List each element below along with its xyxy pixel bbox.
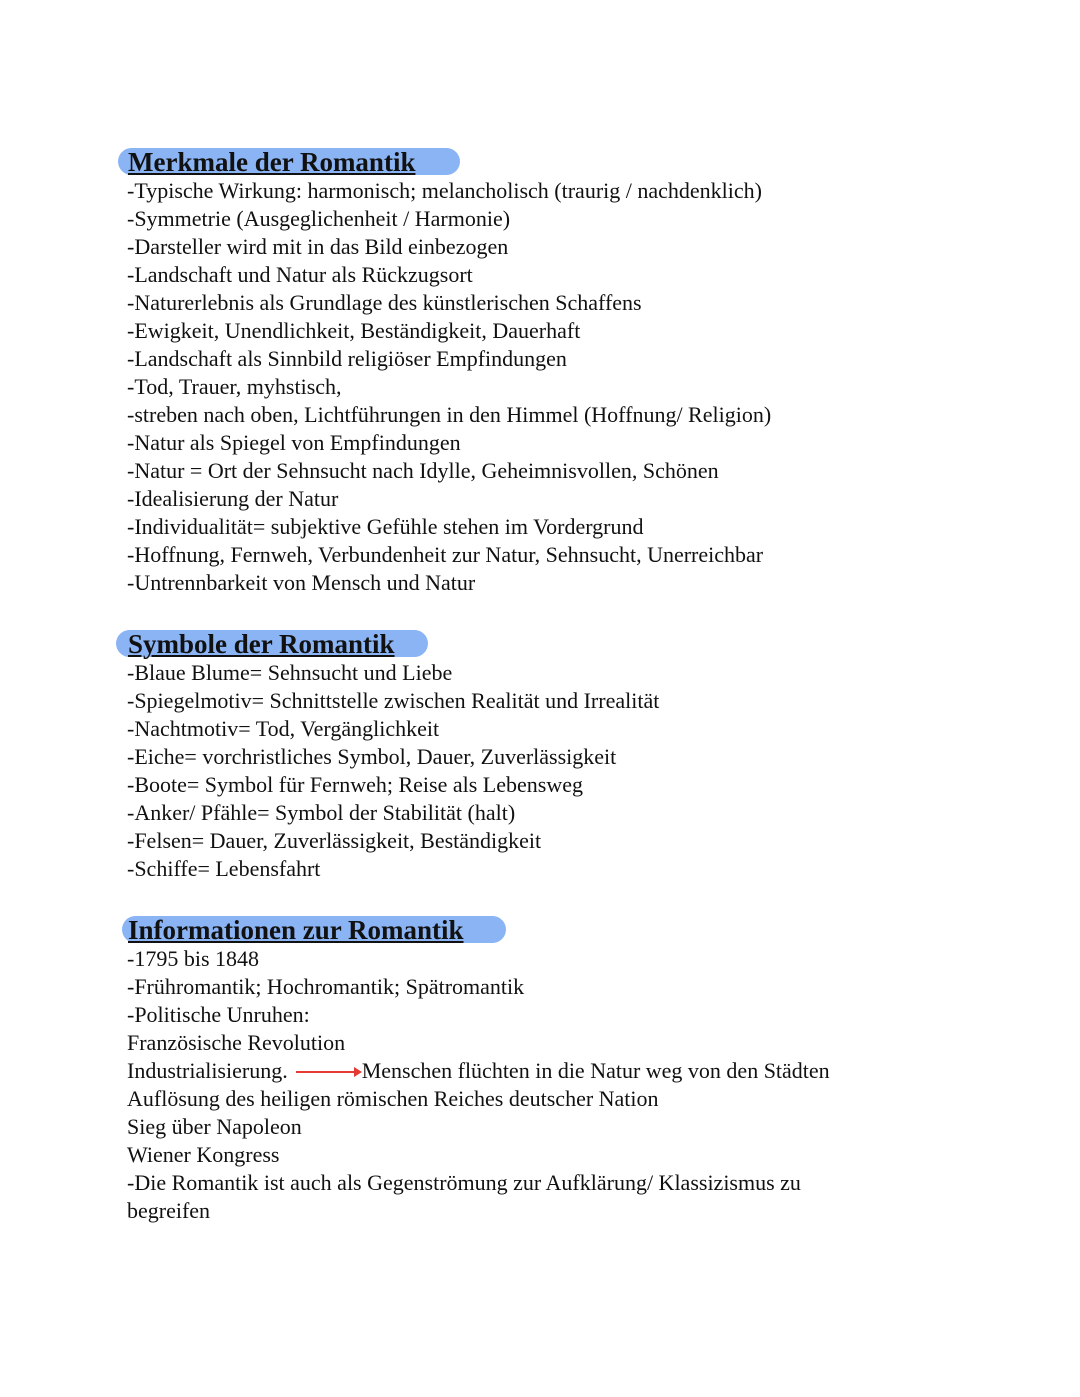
list-item: Auflösung des heiligen römischen Reiches deutscher Nation xyxy=(127,1086,659,1111)
arrow-right-icon xyxy=(296,1071,360,1073)
list-item: -Anker/ Pfähle= Symbol der Stabilität (halt) xyxy=(127,800,516,825)
list-item: -Natur als Spiegel von Empfindungen xyxy=(127,430,461,455)
list-item: -Natur = Ort der Sehnsucht nach Idylle, Geheimnisvollen, Schönen xyxy=(127,458,719,483)
list-item: -Typische Wirkung: harmonisch; melancholisch (traurig / nachdenklich) xyxy=(127,178,762,203)
list-item: -Ewigkeit, Unendlichkeit, Beständigkeit, Dauerhaft xyxy=(127,318,581,343)
arrow-item-before: Industrialisierung. xyxy=(127,1058,288,1083)
list-item: Französische Revolution xyxy=(127,1030,346,1055)
list-item: -Naturerlebnis als Grundlage des künstlerischen Schaffens xyxy=(127,290,642,315)
list-item: -1795 bis 1848 xyxy=(127,946,259,971)
list-item: -Nachtmotiv= Tod, Vergänglichkeit xyxy=(127,716,440,741)
section-heading: Merkmale der Romantik xyxy=(128,147,416,177)
list-item: -Idealisierung der Natur xyxy=(127,486,339,511)
list-item: -Boote= Symbol für Fernweh; Reise als Lebensweg xyxy=(127,772,583,797)
list-item: -Landschaft und Natur als Rückzugsort xyxy=(127,262,473,287)
list-item: -Hoffnung, Fernweh, Verbundenheit zur Natur, Sehnsucht, Unerreichbar xyxy=(127,542,764,567)
section-heading: Informationen zur Romantik xyxy=(128,915,464,945)
section-symbole xyxy=(0,629,1080,883)
list-item: -Blaue Blume= Sehnsucht und Liebe xyxy=(127,660,453,685)
list-item: -Tod, Trauer, myhstisch, xyxy=(127,374,342,399)
list-item: begreifen xyxy=(127,1198,211,1223)
list-item: -streben nach oben, Lichtführungen in den Himmel (Hoffnung/ Religion) xyxy=(127,402,772,427)
section-heading-wrap xyxy=(0,147,1080,177)
section-list xyxy=(0,659,1080,883)
list-item: -Landschaft als Sinnbild religiöser Empfindungen xyxy=(127,346,567,371)
section-informationen xyxy=(0,915,1080,1225)
section-merkmale xyxy=(0,147,1080,597)
section-heading-wrap xyxy=(0,915,1080,945)
list-item: -Felsen= Dauer, Zuverlässigkeit, Beständigkeit xyxy=(127,828,542,853)
list-item: -Politische Unruhen: xyxy=(127,1002,310,1027)
section-heading-wrap xyxy=(0,629,1080,659)
list-item: -Die Romantik ist auch als Gegenströmung zur Aufklärung/ Klassizismus zu xyxy=(127,1170,801,1195)
list-item: -Frühromantik; Hochromantik; Spätromantik xyxy=(127,974,525,999)
list-item: -Individualität= subjektive Gefühle stehen im Vordergrund xyxy=(127,514,644,539)
section-list xyxy=(0,177,1080,597)
section-heading: Symbole der Romantik xyxy=(128,629,395,659)
list-item: -Darsteller wird mit in das Bild einbezogen xyxy=(127,234,509,259)
list-item: -Symmetrie (Ausgeglichenheit / Harmonie) xyxy=(127,206,511,231)
list-item: -Spiegelmotiv= Schnittstelle zwischen Realität und Irrealität xyxy=(127,688,660,713)
list-item-with-arrow xyxy=(127,1057,1080,1085)
list-item: -Untrennbarkeit von Mensch und Natur xyxy=(127,570,476,595)
list-item: Sieg über Napoleon xyxy=(127,1114,302,1139)
arrow-item-after: Menschen flüchten in die Natur weg von den Städten xyxy=(361,1058,830,1083)
list-item: Wiener Kongress xyxy=(127,1142,280,1167)
section-list xyxy=(0,945,1080,1225)
list-item: -Eiche= vorchristliches Symbol, Dauer, Zuverlässigkeit xyxy=(127,744,617,769)
list-item: -Schiffe= Lebensfahrt xyxy=(127,856,321,881)
